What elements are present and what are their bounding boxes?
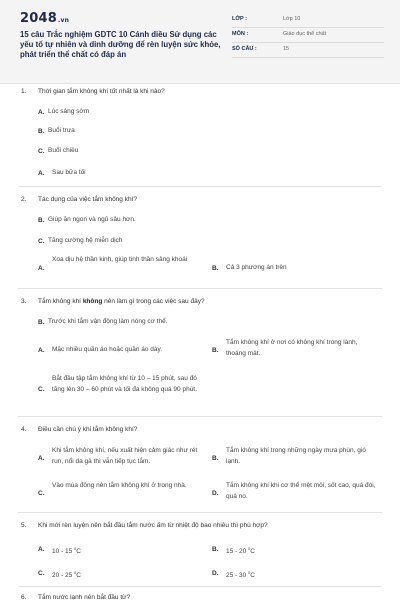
option-unit: C <box>250 572 255 580</box>
option-text[interactable]: Tắm không khí khi cơ thể mệt mỏi, sốt cao, quá đói, quá no. <box>226 482 376 500</box>
option-letter: D. <box>212 490 219 497</box>
option-text[interactable]: Mặc nhiều quần áo hoặc quần áo dày. <box>52 346 163 353</box>
option-value: 25 - 30 <box>226 572 249 580</box>
option-letter: D. <box>212 570 219 577</box>
option-letter: B. <box>212 455 219 462</box>
option-text[interactable]: Tắm không khí trong những ngày mưa phùn, gió lạnh. <box>226 447 366 465</box>
question-text: Tắm nước lạnh nên bắt đầu từ? <box>38 594 131 600</box>
question-divider <box>18 586 382 587</box>
question-divider <box>18 288 382 289</box>
question-text-before: Tắm không khí <box>38 298 83 305</box>
option-text[interactable]: Tăng cường hệ miễn dịch <box>48 237 123 244</box>
option-letter: C. <box>38 490 45 497</box>
option-letter: A. <box>38 347 45 354</box>
meta-key-subject: MÔN : <box>232 31 249 37</box>
option-text[interactable]: Tắm không khí ở nơi có không khí trong lành, thoáng mát. <box>226 339 358 357</box>
option-degree: 0 <box>74 546 77 551</box>
meta-row-subject <box>232 29 384 43</box>
meta-key-count: SỐ CÂU : <box>232 46 257 52</box>
option-unit: C <box>76 548 81 556</box>
meta-value-subject: Giáo dục thể chất <box>283 31 327 37</box>
option-text[interactable] <box>226 544 255 558</box>
option-letter: A. <box>38 170 45 177</box>
meta-row-count <box>232 44 384 58</box>
option-letter: B. <box>212 265 219 272</box>
question-number: 2. <box>21 196 27 203</box>
question-number: 3. <box>21 298 27 305</box>
option-letter: B. <box>38 319 45 326</box>
option-text[interactable] <box>52 544 81 558</box>
meta-row-grade <box>232 14 384 28</box>
option-text[interactable]: Vào mùa đông nên tắm không khí ở trong nhà. <box>52 482 187 489</box>
document-title: 15 câu Trắc nghiệm GDTC 10 Cánh diều Sử dụng các yếu tố tự nhiên và dinh dưỡng để rèn luyện sức khỏe, phát triển thể chất có đáp án <box>20 30 221 59</box>
question-divider <box>18 416 382 417</box>
question-text-emphasis: không <box>82 298 103 305</box>
option-letter: C. <box>38 148 45 155</box>
option-text[interactable] <box>226 568 255 582</box>
document-header <box>0 0 400 84</box>
question-text: Khi mới rèn luyện nên bắt đầu tắm nước ấm từ nhiệt độ bao nhiêu thì phù hợp? <box>38 522 268 529</box>
question-number: 6. <box>21 594 27 600</box>
question-number: 4. <box>21 426 27 433</box>
meta-key-grade: LỚP : <box>232 16 247 22</box>
option-text[interactable]: Lúc sáng sớm <box>48 108 90 115</box>
logo-tld: .vn <box>57 17 70 24</box>
question-number: 5. <box>21 522 27 529</box>
option-text[interactable]: Buổi chiều <box>48 147 79 154</box>
option-letter: B. <box>38 128 45 135</box>
question-text-after: nên làm gì trong các việc sau đây? <box>102 298 205 305</box>
option-text[interactable]: Xoa dịu hệ thần kinh, giúp tinh thần sảng khoái <box>52 256 188 263</box>
option-unit: C <box>76 572 81 580</box>
option-degree: 0 <box>248 570 251 575</box>
option-text[interactable]: Bắt đầu tập tắm không khí từ 10 – 15 phút, sau đó tăng lên 30 – 60 phút và tối đa không quá 90 phút. <box>52 375 197 393</box>
option-letter: C. <box>38 570 45 577</box>
option-text[interactable]: Buổi trưa <box>48 127 75 134</box>
option-letter: B. <box>38 217 45 224</box>
option-letter: A. <box>38 109 45 116</box>
option-degree: 0 <box>74 570 77 575</box>
option-text[interactable]: Khi tắm không khí, nếu xuất hiện cảm giác như rét run, nổi da gà thì vẫn tiếp tục tắm. <box>52 447 198 465</box>
question-number: 1. <box>21 88 27 95</box>
question-divider <box>18 186 382 187</box>
option-value: 15 - 20 <box>226 548 249 556</box>
question-text: Thời gian tắm không khí tốt nhất là khi nào? <box>38 88 165 95</box>
meta-value-grade: Lớp 10 <box>283 16 301 22</box>
option-letter: A. <box>38 546 45 553</box>
option-text[interactable]: Cả 3 phương án trên <box>226 264 287 271</box>
option-value: 20 - 25 <box>52 572 75 580</box>
question-text <box>38 298 205 305</box>
option-letter: C. <box>38 238 45 245</box>
option-letter: B. <box>212 546 219 553</box>
option-text[interactable]: Sau bữa tối <box>52 169 86 176</box>
option-letter: A. <box>38 265 45 272</box>
question-text: Điều cần chú ý khi tắm không khí? <box>38 426 138 433</box>
option-letter: C. <box>38 386 45 393</box>
option-letter: B. <box>212 347 219 354</box>
option-degree: 0 <box>248 546 251 551</box>
option-text[interactable]: Trước khi tắm vận động làm nóng cơ thể. <box>48 318 168 325</box>
question-divider <box>18 512 382 513</box>
option-value: 10 - 15 <box>52 548 75 556</box>
option-unit: C <box>250 548 255 556</box>
question-text: Tác dụng của việc tắm không khí? <box>38 196 138 203</box>
logo-text: 2048 <box>20 11 57 26</box>
meta-value-count: 15 <box>283 46 290 52</box>
site-logo[interactable] <box>20 11 69 26</box>
option-text[interactable] <box>52 568 81 582</box>
option-text[interactable]: Giúp ăn ngon và ngủ sâu hơn. <box>48 216 136 223</box>
option-letter: A. <box>38 455 45 462</box>
